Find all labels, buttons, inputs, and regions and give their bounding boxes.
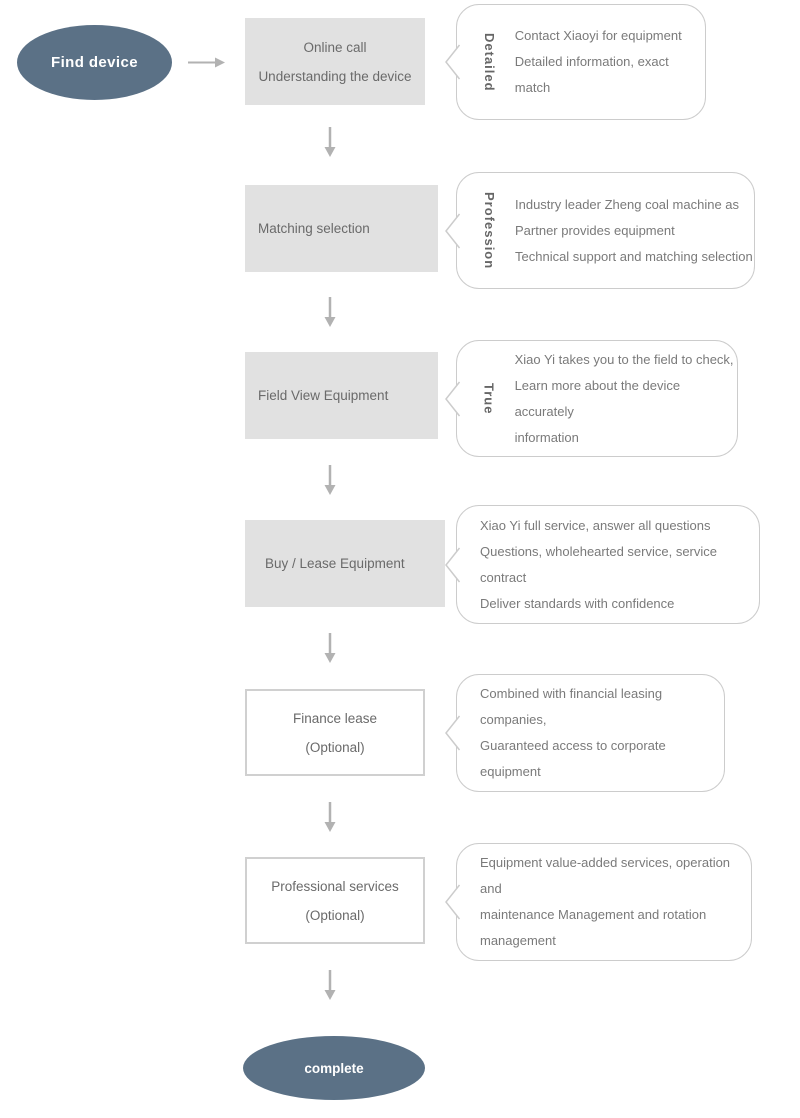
bubble-tail-icon <box>443 43 460 81</box>
bubble-full-service <box>456 505 760 624</box>
bubble-line: Partner provides equipment <box>515 222 675 238</box>
bubble-tail-icon <box>443 714 460 752</box>
end-node <box>243 1036 425 1100</box>
bubble-line: Deliver standards with confidence <box>480 595 675 611</box>
step-box-line: Field View Equipment <box>258 388 389 403</box>
bubble-tail-icon <box>443 546 460 584</box>
bubble-detailed <box>456 4 706 120</box>
bubble-text <box>480 681 724 785</box>
bubble-line: Learn more about the device accurately <box>514 377 681 419</box>
arrow-down-icon <box>323 632 337 664</box>
bubble-line: Xiao Yi takes you to the field to check, <box>514 351 734 367</box>
bubble-tail-icon <box>443 380 460 418</box>
bubble-line: management <box>480 933 556 948</box>
bubble-line: Contact Xiaoyi for equipment <box>514 28 682 43</box>
arrow-down-icon <box>323 464 337 496</box>
step-box-line: Online call <box>303 39 367 55</box>
step-box-line: Understanding the device <box>258 68 412 84</box>
arrow-down-icon <box>323 801 337 833</box>
bubble-line: Detailed information, exact match <box>514 54 669 95</box>
step-box-matching-selection <box>245 185 438 272</box>
bubble-value-added <box>456 843 752 961</box>
bubble-true <box>456 340 738 457</box>
bubble-profession <box>456 172 755 289</box>
step-box-finance-lease <box>245 689 425 776</box>
step-box-line: (Optional) <box>305 739 365 755</box>
start-node-label: Find device <box>51 54 138 71</box>
bubble-tag: True <box>481 382 497 415</box>
step-box-line: Buy / Lease Equipment <box>265 556 405 571</box>
bubble-line: Combined with financial leasing companies, <box>480 686 663 727</box>
bubble-text <box>515 192 753 270</box>
bubble-tag: Profession <box>482 191 497 270</box>
end-node-label: complete <box>304 1060 364 1076</box>
bubble-line: Questions, wholehearted service, service contract <box>480 543 718 585</box>
bubble-tag: Detailed <box>481 32 497 92</box>
bubble-text <box>515 23 705 101</box>
step-box-buy-lease <box>245 520 445 607</box>
step-box-field-view <box>245 352 438 439</box>
bubble-tail-icon <box>443 883 460 921</box>
arrow-down-icon <box>323 126 337 158</box>
arrow-down-icon <box>323 296 337 328</box>
bubble-line: Technical support and matching selection <box>515 248 753 264</box>
bubble-tail-icon <box>443 212 460 250</box>
step-box-line: (Optional) <box>305 907 365 923</box>
bubble-text <box>480 850 751 954</box>
arrow-right-icon <box>186 56 226 69</box>
step-box-line: Professional services <box>271 878 399 894</box>
bubble-finance <box>456 674 725 792</box>
bubble-line: maintenance Management and rotation <box>480 907 707 922</box>
step-box-online-call <box>245 18 425 105</box>
bubble-line: Xiao Yi full service, answer all questions <box>480 517 711 533</box>
bubble-line: information <box>514 429 579 445</box>
bubble-line: Guaranteed access to corporate equipment <box>480 738 666 779</box>
step-box-professional-services <box>245 857 425 944</box>
bubble-line: Industry leader Zheng coal machine as <box>515 196 740 212</box>
step-box-line: Matching selection <box>258 221 370 236</box>
arrow-down-icon <box>323 969 337 1001</box>
bubble-text <box>515 347 737 451</box>
start-node <box>17 25 172 100</box>
step-box-line: Finance lease <box>292 710 378 726</box>
bubble-line: Equipment value-added services, operation and <box>480 855 731 896</box>
bubble-text <box>480 513 759 617</box>
